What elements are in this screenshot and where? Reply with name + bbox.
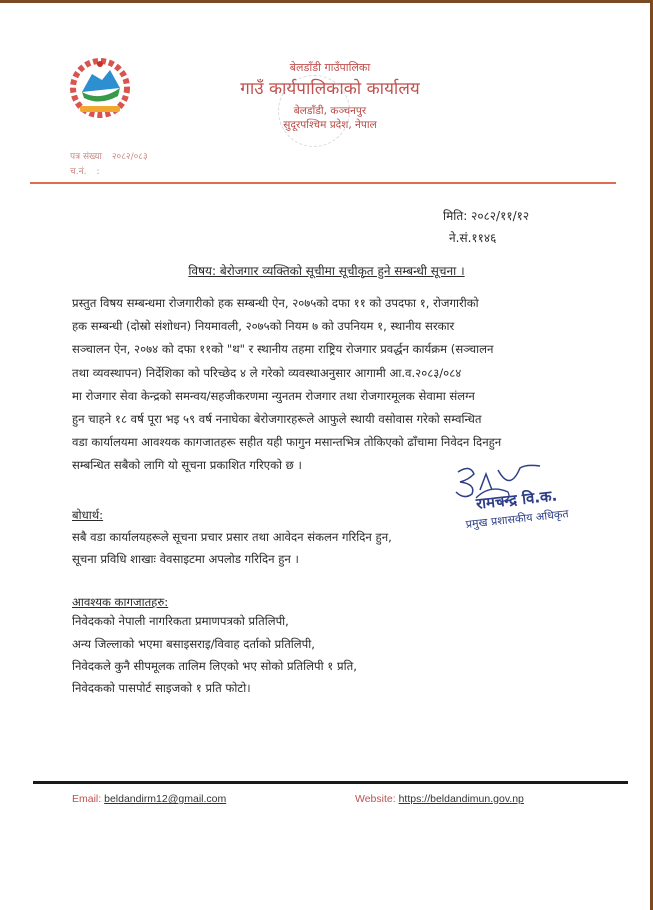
body-line: तथा व्यवस्थापन) निर्देशिका को परिच्छेद ४ ले गरेको व्यवस्थाअनुसार आगामी आ.व.२०८३/०८४	[72, 365, 462, 380]
reference-number	[70, 149, 148, 162]
body-line: सञ्चालन ऐन, २०७४ को दफा ११को "थ" र स्थानीय तहमा राष्ट्रिय रोजगार प्रवर्द्धन कार्यक्रम (सञ्चालन	[72, 342, 494, 357]
reference-label: पत्र संख्या	[70, 152, 102, 162]
header-divider	[30, 182, 616, 184]
dispatch-number	[70, 164, 99, 177]
website-link[interactable]: https://beldandimun.gov.np	[398, 793, 524, 805]
office-province: सुदूरपश्चिम प्रदेश, नेपाल	[283, 119, 377, 131]
email-link[interactable]: beldandirm12@gmail.com	[104, 793, 227, 805]
document-item: अन्य जिल्लाको भएमा बसाइसराइ/विवाह दर्ताको प्रतिलिपी,	[72, 637, 315, 651]
municipality-name: बेलडाँडी गाउँपालिका	[289, 61, 371, 74]
bodharth-line: सबै वडा कार्यालयहरूले सूचना प्रचार प्रसार तथा आवेदन संकलन गरिदिन हुन,	[72, 530, 392, 544]
body-line: सम्बन्धित सबैको लागि यो सूचना प्रकाशित गरिएको छ ।	[72, 458, 302, 473]
document-item: निवेदकले कुनै सीपमूलक तालिम लिएको भए सोको प्रतिलिपी १ प्रति,	[72, 659, 357, 673]
body-line: वडा कार्यालयमा आवश्यक कागजातहरू सहीत यही फागुन मसान्तभित्र तोकिएको ढाँचामा निवेदन दिनहुन	[72, 435, 502, 450]
email-label: Email:	[72, 793, 102, 805]
bodharth-line: सूचना प्रविधि शाखाः वेवसाइटमा अपलोड गरिदिन हुन ।	[72, 552, 299, 566]
bodharth-heading: बोधार्थ:	[72, 508, 104, 522]
body-line: हुन चाहने १८ वर्ष पूरा भइ ५९ वर्ष ननाघेका बेरोजगारहरूले आफुले स्थायी वसोवास गरेको सम्वन्धित	[72, 412, 482, 427]
signatory-title: प्रमुख प्रशासकीय अधिकृत	[465, 507, 570, 531]
signatory-name: रामचन्द्र वि.क.	[475, 486, 559, 513]
notice-subject	[0, 262, 653, 279]
nepal-sambat-number: ने.सं.११४६	[449, 231, 497, 245]
office-address: बेलडाँडी, कञ्चनपुर	[293, 105, 367, 117]
office-name: गाउँ कार्यपालिकाको कार्यालय	[240, 79, 420, 99]
website-label: Website:	[355, 793, 396, 805]
reference-value: २०८२/०८३	[111, 152, 148, 162]
document-date: मिति: २०८२/११/१२	[443, 209, 530, 223]
nepal-emblem-icon	[68, 58, 132, 120]
body-line: हक सम्बन्धी (दोस्रो संशोधन) नियमावली, २०७५को नियम ७ को उपनियम १, स्थानीय सरकार	[72, 319, 455, 334]
document-item: निवेदकको पासपोर्ट साइजको १ प्रति फोटो।	[72, 681, 251, 695]
footer-website	[355, 793, 524, 805]
page-edge-top	[0, 0, 653, 3]
body-line: मा रोजगार सेवा केन्द्रको समन्वय/सहजीकरणमा न्युनतम रोजगार तथा रोजगारमूलक सेवामा संलग्न	[72, 388, 475, 403]
dispatch-label: च.नं.	[70, 167, 87, 177]
office-seal-stamp	[278, 75, 350, 147]
footer-divider	[33, 781, 628, 784]
body-line: प्रस्तुत विषय सम्बन्धमा रोजगारीको हक सम्बन्धी ऐन, २०७५को दफा ११ को उपदफा १, रोजगारीको	[72, 296, 479, 310]
footer-email	[72, 793, 226, 805]
dispatch-value: :	[96, 167, 100, 177]
subject-text: विषय: बेरोजगार व्यक्तिको सूचीमा सूचीकृत हुने सम्बन्धी सूचना ।	[188, 264, 465, 278]
notice-body	[72, 292, 620, 478]
documents-heading: आवश्यक कागजातहरु:	[72, 595, 169, 609]
document-item: निवेदकको नेपाली नागरिकता प्रमाणपत्रको प्रतिलिपी,	[72, 614, 289, 628]
